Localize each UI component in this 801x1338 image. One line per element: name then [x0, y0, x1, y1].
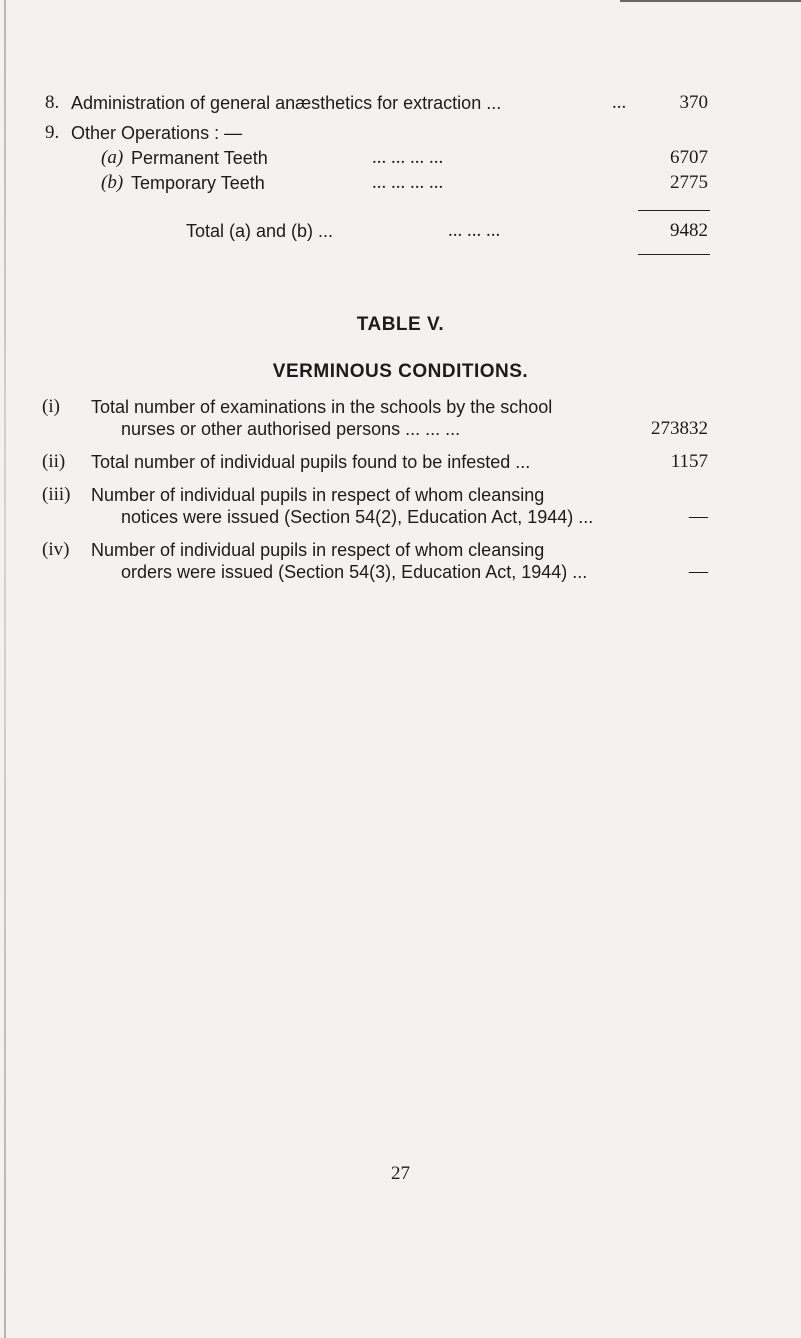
- item-iii-label: (iii): [42, 484, 71, 505]
- item-iii-line2: notices were issued (Section 54(2), Education Act, 1944) ...: [121, 507, 594, 527]
- total-text: Total (a) and (b) ...: [186, 221, 334, 241]
- item-iv-line1: Number of individual pupils in respect of whom cleansing: [91, 540, 545, 560]
- item-iv-value: —: [689, 561, 708, 582]
- total-rule: [638, 254, 710, 255]
- page-edge: [4, 0, 6, 1338]
- item-8-text: Administration of general anæsthetics for extraction ...: [71, 93, 502, 113]
- sub-a-value: 6707: [670, 147, 708, 168]
- item-iv-line2: orders were issued (Section 54(3), Education Act, 1944) ...: [121, 562, 588, 582]
- item-iv-label: (iv): [42, 539, 70, 560]
- item-ii-label: (ii): [42, 451, 66, 472]
- item-ii-value: 1157: [670, 451, 708, 472]
- sub-b-value: 2775: [670, 172, 708, 193]
- item-iii-line1: Number of individual pupils in respect of whom cleansing: [91, 485, 545, 505]
- table-subtitle: VERMINOUS CONDITIONS.: [272, 361, 529, 382]
- item-i-label: (i): [42, 396, 60, 417]
- item-i-line1: Total number of examinations in the schools by the school: [91, 397, 553, 417]
- sub-a-label: (a): [101, 147, 124, 168]
- sub-b-dots: ... ... ... ...: [372, 172, 444, 193]
- table-title: TABLE V.: [356, 314, 445, 335]
- item-8-label: 8.: [45, 92, 60, 113]
- item-ii-line1: Total number of individual pupils found to be infested ...: [91, 452, 531, 472]
- page-edge-top: [620, 0, 801, 2]
- sub-b-text: Temporary Teeth: [131, 173, 265, 193]
- item-9-label: 9.: [45, 122, 60, 143]
- sub-b-label: (b): [101, 172, 124, 193]
- total-value: 9482: [670, 220, 708, 241]
- page-number: 27: [391, 1163, 410, 1184]
- sub-a-text: Permanent Teeth: [131, 148, 268, 168]
- item-i-value: 273832: [651, 418, 708, 439]
- item-iii-value: —: [689, 506, 708, 527]
- sub-a-dots: ... ... ... ...: [372, 147, 444, 168]
- item-8-value: 370: [679, 92, 708, 113]
- item-8-dots: ...: [612, 92, 627, 113]
- subtotal-rule: [638, 210, 710, 211]
- total-dots: ... ... ...: [448, 220, 501, 241]
- item-i-line2: nurses or other authorised persons ... ... ...: [121, 419, 461, 439]
- item-9-text: Other Operations : —: [71, 123, 243, 143]
